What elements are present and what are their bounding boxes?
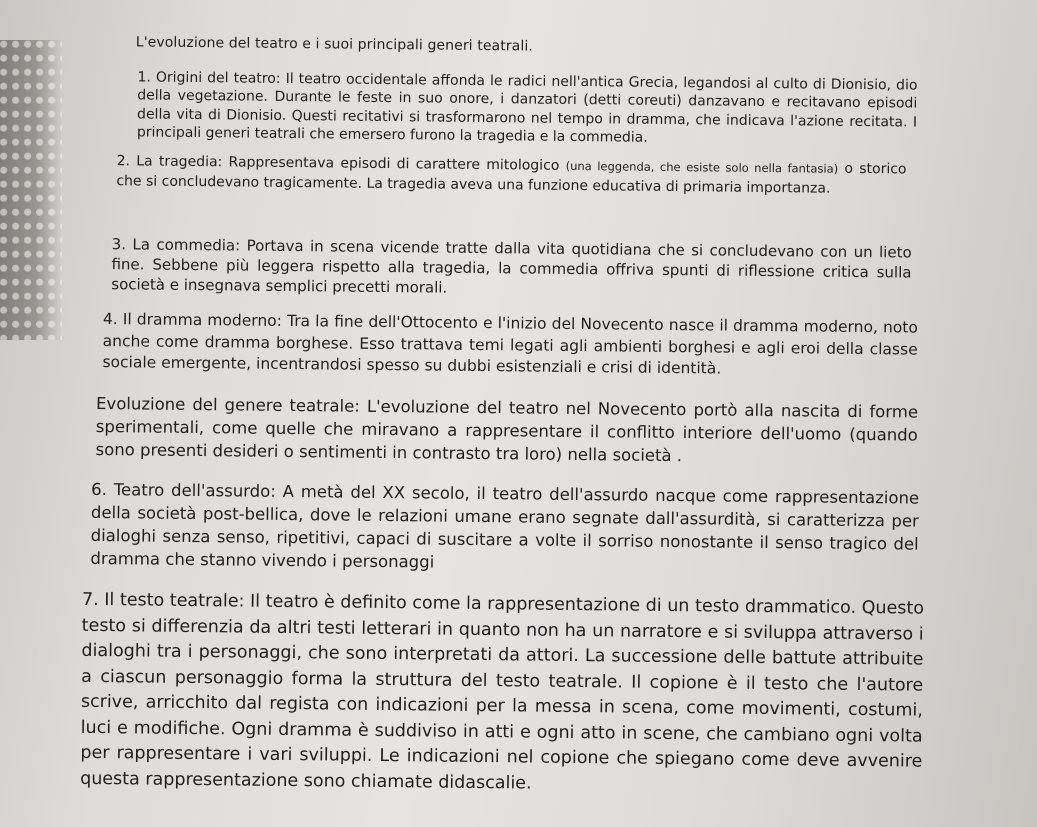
paragraph-tragedia-end: o storico che si concludevano tragicamente. La tragedia aveva una funzione educativa di primaria importanza. [116,160,907,197]
paragraph-tragedia-note: (una leggenda, che esiste solo nella fantasia) [565,158,839,176]
paragraph-teatro-assurdo: 6. Teatro dell'assurdo: A metà del XX secolo, il teatro dell'assurdo nacque come rappresentazione della società post-bellica, dove le relazioni umane erano segnate dall'assurdità, si caratterizza per dialoghi senza senso, ripetitivi, capaci di suscitare a volte il sorriso nonostante il senso tragico del dramma che stanno vivendo i personaggi [90,479,920,572]
paragraph-origini: 1. Origini del teatro: Il teatro occidentale affonda le radici nell'antica Grecia, legandosi al culto di Dionisio, dio della vegetazione. Durante le feste in suo onore, i danzatori (detti coreuti) danzavano e recitavano episodi della vita di Dionisio. Questi recitativi si trasformarono nel tempo in dramma, che indicava l'azione recitata. I principali generi teatrali che emersero furono la tragedia e la commedia. [136,69,918,146]
paragraph-commedia: 3. La commedia: Portava in scena vicende tratte dalla vita quotidiana che si concludevano con un lieto fine. Sebbene più leggera rispetto alla tragedia, la commedia offriva spunti di riflessione critica sulla società e insegnava semplici precetti morali. [111,235,912,297]
paragraph-evoluzione: Evoluzione del genere teatrale: L'evoluzione del teatro nel Novecento portò alla nascita di forme sperimentali, come quelle che miravano a rappresentare il conflitto interiore dell'uomo (quando sono presenti desideri o sentimenti in contrasto tra loro) nella società . [95,393,919,466]
paragraph-tragedia-start: 2. La tragedia: Rappresentava episodi di carattere mitologico [116,153,566,174]
paragraph-dramma-moderno: 4. Il dramma moderno: Tra la fine dell'Ottocento e l'inizio del Novecento nasce il dramma moderno, noto anche come dramma borghese. Esso trattava temi legati agli ambienti borghesi e agli eroi della classe sociale emergente, incentrandosi spesso su dubbi esistenziali e crisi di identità. [102,310,919,378]
lace-tablecloth [0,40,62,340]
paragraph-testo-teatrale: 7. Il testo teatrale: Il teatro è definito come la rappresentazione di un testo drammatico. Questo testo si differenzia da altri testi letterari in quanto non ha un narratore e si sviluppa attraverso i dialoghi tra i personaggi, che sono interpretati da attori. La successione delle battute attribuite a ciascun personaggio forma la struttura del testo teatrale. Il copione è il testo che l'autore scrive, arricchito dal regista con indicazioni per la messa in scena, come movimenti, costumi, luci e modifiche. Ogni dramma è suddiviso in atti e ogni atto in scene, che cambiano ogni volta per rappresentare i vari sviluppi. Le indicazioni nel copione che spiegano come deve avvenire questa rappresentazione sono chiamate didascalie. [80,589,925,794]
document-body [80,28,1000,817]
document-title: L'evoluzione del teatro e i suoi principali generi teatrali. [135,34,533,55]
paragraph-tragedia [116,152,906,199]
